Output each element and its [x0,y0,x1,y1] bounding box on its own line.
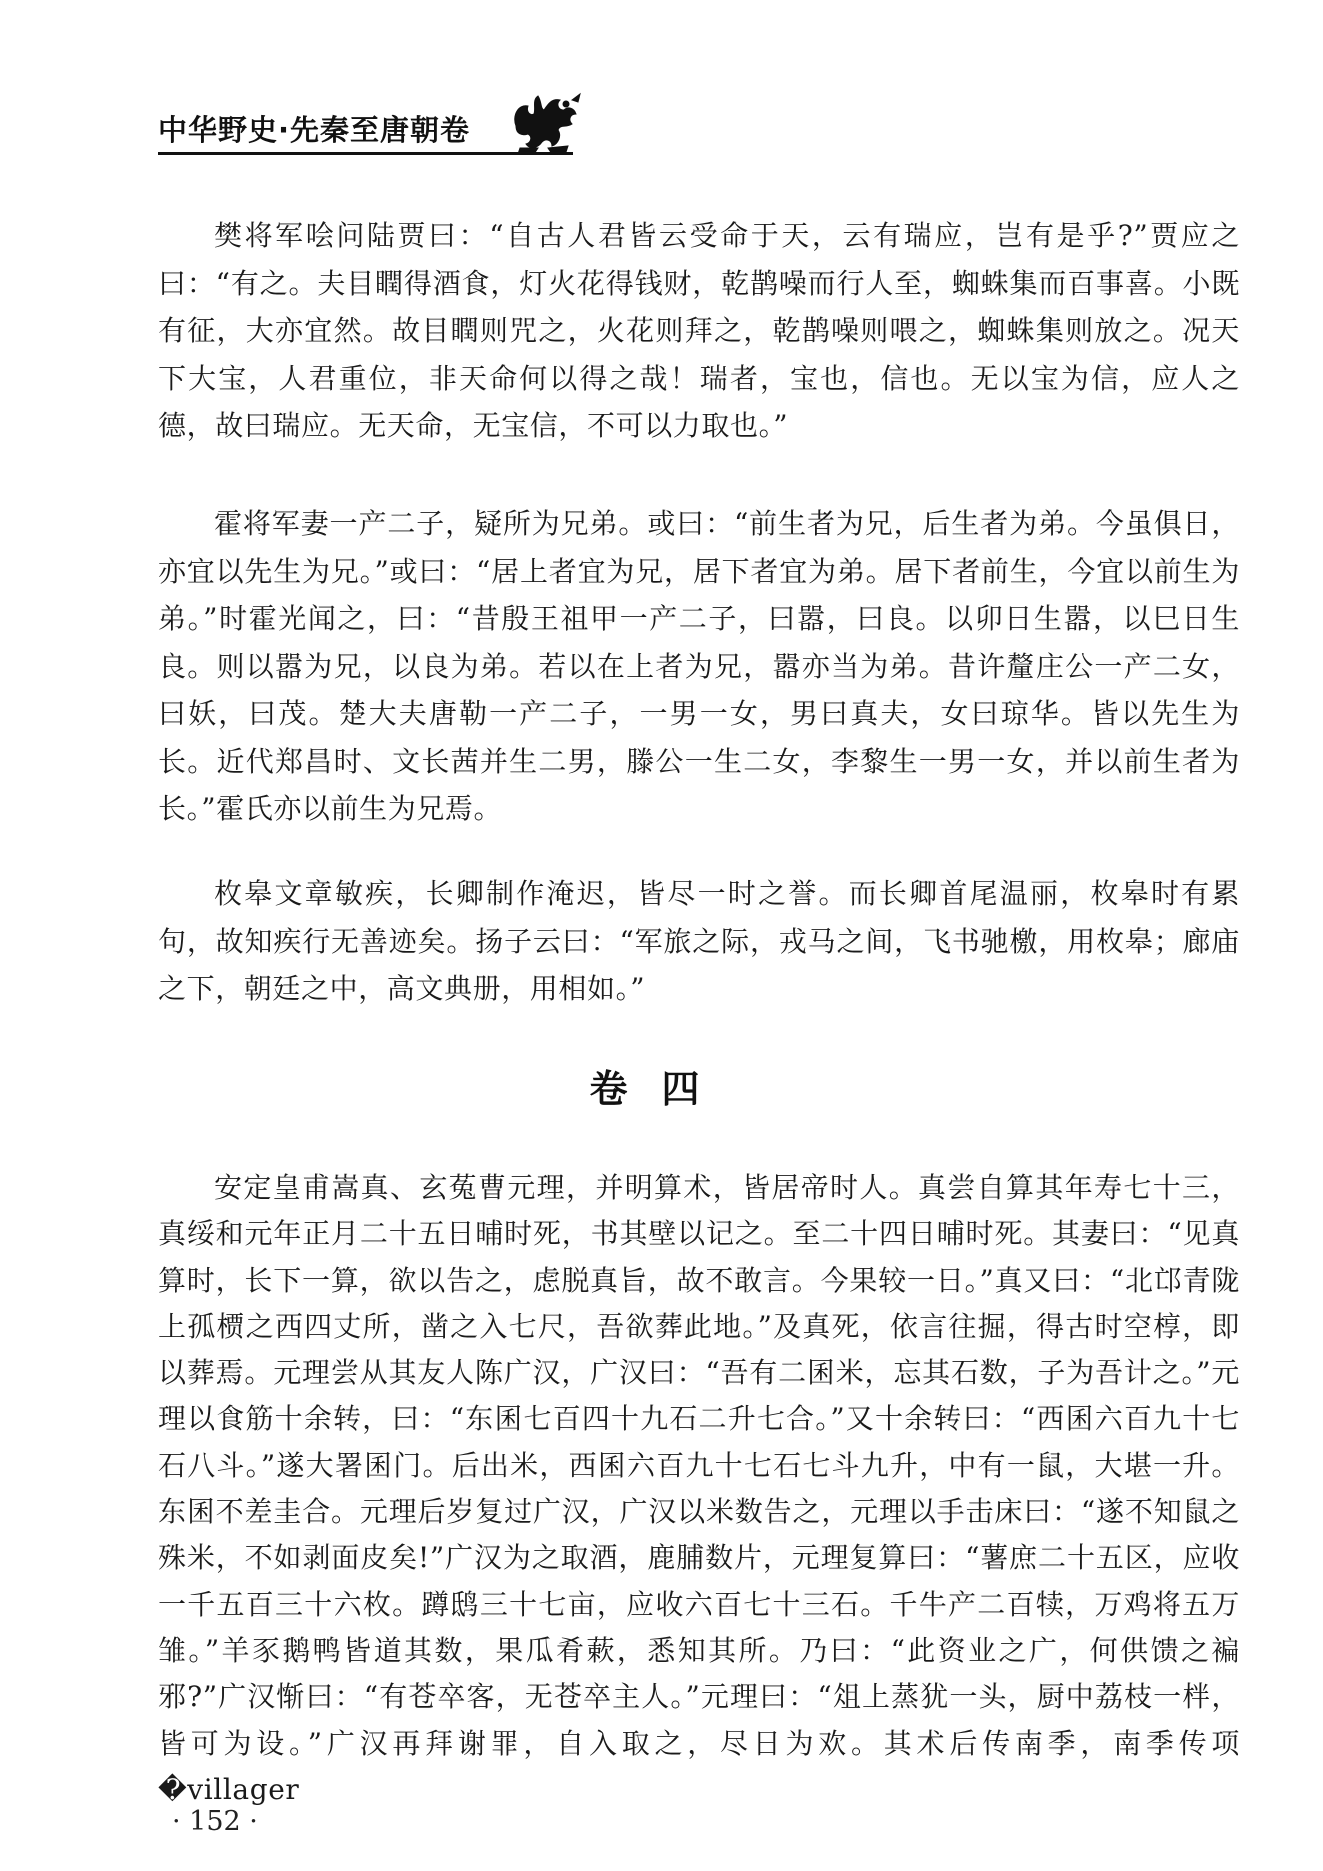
paragraph: 樊将军哙问陆贾曰：“自古人君皆云受命于天，云有瑞应，岂有是乎?”贾应之曰：“有之。夫目瞤得酒食，灯火花得钱财，乾鹊噪而行人至，蜘蛛集而百事喜。小既有征，大亦宜然。故目瞤则咒之，火花则拜之，乾鹊噪则喂之，蜘蛛集则放之。况天下大宝，人君重位，非天命何以得之哉！瑞者，宝也，信也。无以宝为信，应人之德，故曰瑞应。无天命，无宝信，不可以力取也。” [158,219,1240,442]
section-title: 卷四 [589,1067,734,1111]
paragraph: 枚皋文章敏疾，长卿制作淹迟，皆尽一时之誉。而长卿首尾温丽，枚皋时有累句，故知疾行无善迹矣。扬子云曰：“军旅之际，戎马之间，飞书驰檄，用枚皋；廊庙之下，朝廷之中，高文典册，用相如。” [158,877,1240,1005]
dragon-emblem-icon [508,86,584,158]
running-header [158,100,578,160]
header-rule [158,152,573,155]
paragraph: 霍将军妻一产二子，疑所为兄弟。或曰：“前生者为兄，后生者为弟。今虽俱日，亦宜以先生为兄。”或曰：“居上者宜为兄，居下者宜为弟。居下者前生，今宜以前生为弟。”时霍光闻之，曰：“昔殷王祖甲一产二子，曰嚣，曰良。以卯日生嚣，以巳日生良。则以嚣为兄，以良为弟。若以在上者为兄，嚣亦当为弟。昔许釐庄公一产二女，曰妖，曰茂。楚大夫唐勒一产二子，一男一女，男曰真夫，女曰琼华。皆以先生为长。近代郑昌时、文长茜并生二男，滕公一生二女，李黎生一男一女，并以前生者为长。”霍氏亦以前生为兄焉。 [158,507,1240,825]
page-number: · 152 · [172,1806,258,1837]
paragraph: 安定皇甫嵩真、玄菟曹元理，并明算术，皆居帝时人。真尝自算其年寿七十三，真绥和元年正月二十五日晡时死，书其壁以记之。至二十四日晡时死。其妻曰：“见真算时，长下一算，欲以告之，虑脱真旨，故不敢言。今果较一日。”真又曰：“北邙青陇上孤槚之西四丈所，凿之入七尺，吾欲葬此地。”及真死，依言往掘，得古时空椁，即以葬焉。元理尝从其友人陈广汉，广汉曰：“吾有二囷米，忘其石数，子为吾计之。”元理以食筋十余转，曰：“东囷七百四十九石二升七合。”又十余转曰：“西囷六百九十七石八斗。”遂大署囷门。后出米，西囷六百九十七石七斗九升，中有一鼠，大堪一升。东囷不差圭合。元理后岁复过广汉，广汉以米数告之，元理以手击床曰：“遂不知鼠之殊米，不如剥面皮矣!”广汉为之取酒，鹿脯数片，元理复算曰：“薯庶二十五区，应收一千五百三十六枚。蹲鸱三十七亩，应收六百七十三石。千牛产二百犊，万鸡将五万雏。”羊豕鹅鸭皆道其数，果瓜肴蔌，悉知其所。乃曰：“此资业之广，何供馈之褊邪?”广汉惭曰：“有苍卒客，无苍卒主人。”元理曰：“俎上蒸犹一头，厨中荔枝一柈，皆可为设。”广汉再拜谢罪，自入取之，尽日为欢。其术后传南季，南季传项�villager [158,1171,1240,1806]
book-title: 中华野史·先秦至唐朝卷 [158,113,471,147]
